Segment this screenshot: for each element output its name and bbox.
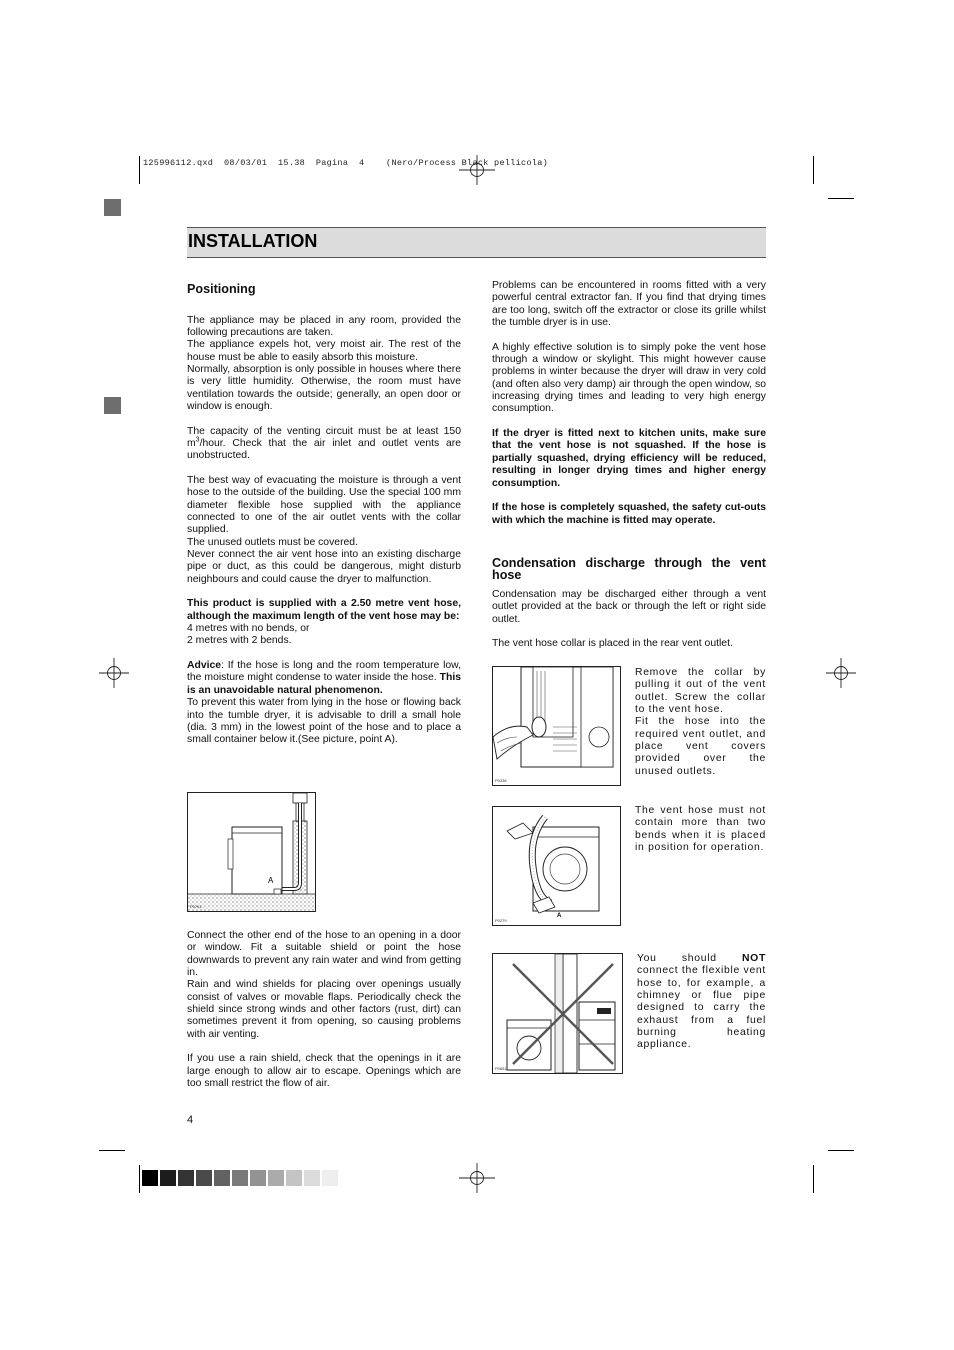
text-span: connect the flexible vent hose to, for example, a chimney or flue pipe designed to carry the exhaust from a fuel burning heating appliance. xyxy=(637,965,766,1051)
paragraph: Rain and wind shields for placing over openings usually consist of valves or movable flaps. Periodically check the shield since strong winds and other factors (rust, dirt) can sometimes prevent it from opening, so causing problems with air venting. xyxy=(187,979,461,1040)
paragraph: Remove the collar by pulling it out of the vent outlet. Screw the collar to the vent hose. xyxy=(635,667,766,716)
paragraph: If you use a rain shield, check that the openings in it are large enough to allow air to escape. Openings which are too small restrict the flow of air. xyxy=(187,1053,461,1090)
registration-target-icon xyxy=(459,155,495,185)
paragraph: The vent hose collar is placed in the rear vent outlet. xyxy=(492,638,733,650)
paragraph xyxy=(637,953,766,1052)
paragraph xyxy=(492,428,766,490)
paragraph: The appliance may be placed in any room, provided the following precautions are taken. xyxy=(187,314,461,338)
paragraph: The vent hose must not contain more than two bends when it is placed in position for operation. xyxy=(635,805,766,854)
left-column xyxy=(187,283,461,747)
paragraph: The best way of evacuating the moisture is through a vent hose to the outside of the building. Use the special 100 mm diameter flexible hose supplied with the appliance connected to one of the air outlet vents with the collar supplied. xyxy=(187,474,461,536)
paragraph: 4 metres with no bends, or xyxy=(187,623,310,635)
color-swatch xyxy=(214,1170,230,1186)
color-swatch xyxy=(196,1170,212,1186)
page-number: 4 xyxy=(187,1114,194,1126)
superscript: 3 xyxy=(195,436,200,444)
color-swatch xyxy=(178,1170,194,1186)
figure-caption xyxy=(635,805,766,854)
paragraph xyxy=(187,660,461,697)
crop-mark xyxy=(139,1165,140,1193)
crop-mark xyxy=(828,198,854,199)
crop-mark xyxy=(99,1150,125,1151)
figure-hose-bends xyxy=(492,806,621,926)
paragraph: Normally, absorption is only possible in houses where there is very little humidity. Otherwise, the room must have ventilation towards the outside; generally, an open door or window is enough. xyxy=(187,363,461,412)
bold-text: If the hose is completely squashed, the safety cut-outs with which the machine is fitted may operate. xyxy=(492,502,766,526)
paragraph: The appliance expels hot, very moist air. The rest of the house must be able to easily absorb this moisture. xyxy=(187,339,461,363)
figure-remove-collar xyxy=(492,666,621,786)
crop-mark xyxy=(813,1165,814,1193)
text-span: You should xyxy=(637,953,742,964)
registration-target-icon xyxy=(99,658,129,688)
color-swatch xyxy=(160,1170,176,1186)
advice-label: Advice xyxy=(187,660,222,672)
text-span: /hour. Check that the air inlet and outlet vents are unobstructed. xyxy=(187,437,461,462)
paragraph xyxy=(187,598,461,623)
paragraph xyxy=(492,502,766,527)
paragraph xyxy=(187,426,461,463)
figure-caption xyxy=(635,667,766,778)
figure-code: P0761 xyxy=(190,904,202,909)
bold-text: If the dryer is fitted next to kitchen units, make sure that the vent hose is not squashed. If the hose is partially squashed, drying efficiency will be reduced, resulting in longer drying times and higher energy consumption. xyxy=(492,428,766,489)
color-swatch xyxy=(142,1170,158,1186)
figure-no-chimney xyxy=(492,953,623,1074)
figure-code: P0651 xyxy=(495,1066,507,1071)
color-swatch xyxy=(304,1170,320,1186)
color-swatch xyxy=(322,1170,338,1186)
paragraph: To prevent this water from lying in the hose or flowing back into the tumble dryer, it is advisable to drill a small hole (dia. 3 mm) in the lowest point of the hose and to place a small container below it.(See picture, point A). xyxy=(187,697,461,746)
color-swatch xyxy=(268,1170,284,1186)
bold-text: NOT xyxy=(741,953,766,964)
registration-target-icon xyxy=(826,658,856,688)
figure-vent-hose-drain xyxy=(187,792,316,912)
paragraph: A highly effective solution is to simply poke the vent hose through a window or skylight. This might however cause problems in winter because the dryer will draw in very cold (and often also very damp) air through the open window, so increasing drying times and leading to very high energy consumption. xyxy=(492,341,766,415)
paragraph: Problems can be encountered in rooms fitted with a very powerful central extractor fan. If you find that drying times are too long, switch off the extractor or close its grille whilst the tumble dryer is in use. xyxy=(492,280,766,329)
registration-square xyxy=(104,397,121,414)
paragraph: The unused outlets must be covered. xyxy=(187,536,358,548)
paragraph: 2 metres with 2 bends. xyxy=(187,635,292,647)
figure-label: A xyxy=(557,913,562,919)
color-swatch xyxy=(250,1170,266,1186)
bold-text: This product is supplied with a 2.50 metre vent hose, although the maximum length of the vent hose may be: xyxy=(187,598,461,622)
section-title-bar xyxy=(187,227,766,258)
bold-text: This is an unavoidable natural phenomenon. xyxy=(187,672,461,696)
text-span: The capacity of the venting circuit must be at least 150 m xyxy=(187,425,461,449)
paragraph: Connect the other end of the hose to an opening in a door or window. Fit a suitable shield or point the hose downwards to prevent any rain water and wind from getting in. xyxy=(187,930,461,979)
figure-code: P0336 xyxy=(495,778,507,783)
right-column xyxy=(492,280,766,651)
condensation-heading: Condensation discharge through the vent hose xyxy=(492,555,766,583)
crop-mark xyxy=(813,156,814,184)
paragraph: Condensation may be discharged either through a vent outlet provided at the back or through the left or right side outlet. xyxy=(492,588,766,625)
registration-square xyxy=(104,199,121,216)
figure-caption xyxy=(637,953,766,1052)
color-swatch xyxy=(286,1170,302,1186)
figure-code: P0279 xyxy=(495,918,507,923)
crop-mark xyxy=(828,1150,854,1151)
text-span: : If the hose is long and the room temperature low, the moisture might condense to water inside the hose. xyxy=(187,660,461,684)
registration-target-icon xyxy=(459,1163,495,1193)
figure-label: A xyxy=(268,876,274,885)
paragraph: Never connect the air vent hose into an existing discharge pipe or duct, as this could be dangerous, might disturb neighbours and could cause the dryer to malfunction. xyxy=(187,549,461,585)
color-swatch xyxy=(232,1170,248,1186)
crop-mark xyxy=(139,156,140,184)
page-title: INSTALLATION xyxy=(188,231,318,251)
file-slug: 125996112.qxd 08/03/01 15.38 Pagina 4 (Nero/Process Black pellicola) xyxy=(143,158,549,168)
paragraph: Fit the hose into the required vent outlet, and place vent covers provided over the unused outlets. xyxy=(635,716,766,777)
positioning-heading: Positioning xyxy=(187,282,256,296)
left-column-lower xyxy=(187,930,461,1090)
